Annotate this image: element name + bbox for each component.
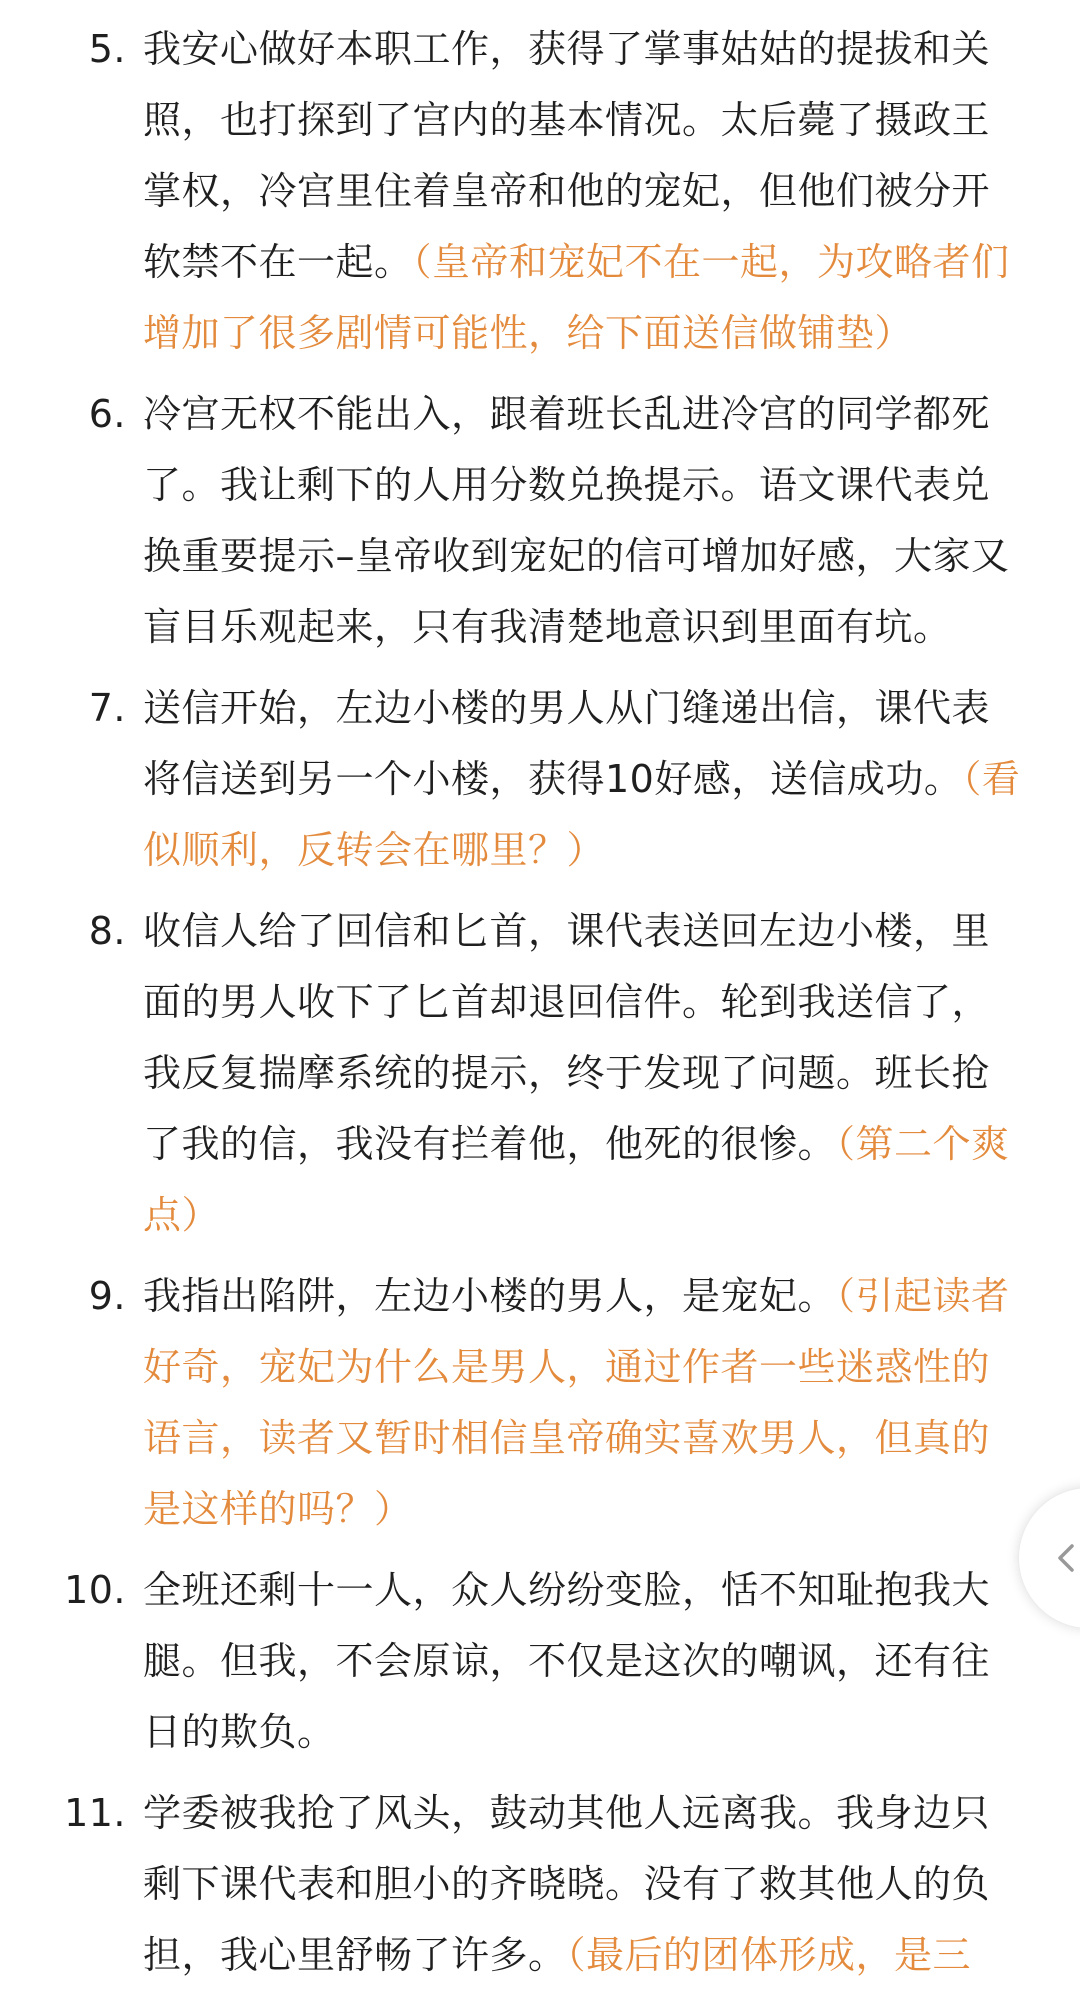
item-number: 11. (64, 1791, 126, 1835)
item-number: 8. (88, 909, 126, 953)
list-item (0, 1778, 1080, 1991)
item-note: （皇帝和宠妃不在一起，为攻略者们增加了很多剧情可能性，给下面送信做铺垫） (143, 240, 1010, 355)
item-note: （最后的团体形成，是三 (566, 1933, 972, 1977)
item-text: 我安心做好本职工作，获得了掌事姑姑的提拔和关照，也打探到了宫内的基本情况。太后薨了摄政王掌权，冷宫里住着皇帝和他的宠妃，但他们被分开软禁不在一起。 (143, 27, 991, 284)
list-item (0, 1555, 1080, 1768)
item-number: 6. (88, 392, 126, 436)
list-item (0, 896, 1080, 1251)
list-item (0, 673, 1080, 886)
item-number: 10. (64, 1568, 126, 1612)
item-note: （引起读者好奇，宠妃为什么是男人，通过作者一些迷惑性的语言，读者又暂时相信皇帝确实喜欢男人，但真的是这样的吗？） (143, 1274, 1010, 1531)
item-text: 冷宫无权不能出入，跟着班长乱进冷宫的同学都死了。我让剩下的人用分数兑换提示。语文课代表兑换重要提示–皇帝收到宠妃的信可增加好感，大家又盲目乐观起来，只有我清楚地意识到里面有坑。 (143, 392, 1010, 649)
item-text: 全班还剩十一人，众人纷纷变脸，恬不知耻抱我大腿。但我，不会原谅，不仅是这次的嘲讽，还有往日的欺负。 (143, 1568, 991, 1754)
item-number: 9. (88, 1274, 126, 1318)
item-number: 7. (88, 686, 126, 730)
item-text: 我指出陷阱，左边小楼的男人，是宠妃。 (143, 1274, 837, 1318)
item-note: （第二个爽点） (143, 1122, 1010, 1237)
chevron-left-icon (1047, 1538, 1080, 1578)
list-item (0, 14, 1080, 369)
content-list (0, 14, 1080, 2001)
item-text: 送信开始，左边小楼的男人从门缝递出信，课代表将信送到另一个小楼，获得10好感，送信成功。 (143, 686, 991, 801)
item-note: （看似顺利，反转会在哪里？） (143, 757, 1021, 872)
item-number: 5. (88, 27, 126, 71)
item-text: 学委被我抢了风头，鼓动其他人远离我。我身边只剩下课代表和胆小的齐晓晓。没有了救其他人的负担，我心里舒畅了许多。 (143, 1791, 991, 1977)
list-item (0, 379, 1080, 663)
item-text: 收信人给了回信和匕首，课代表送回左边小楼，里面的男人收下了匕首却退回信件。轮到我送信了，我反复揣摩系统的提示，终于发现了问题。班长抢了我的信，我没有拦着他，他死的很惨。 (143, 909, 991, 1166)
list-item (0, 1261, 1080, 1545)
